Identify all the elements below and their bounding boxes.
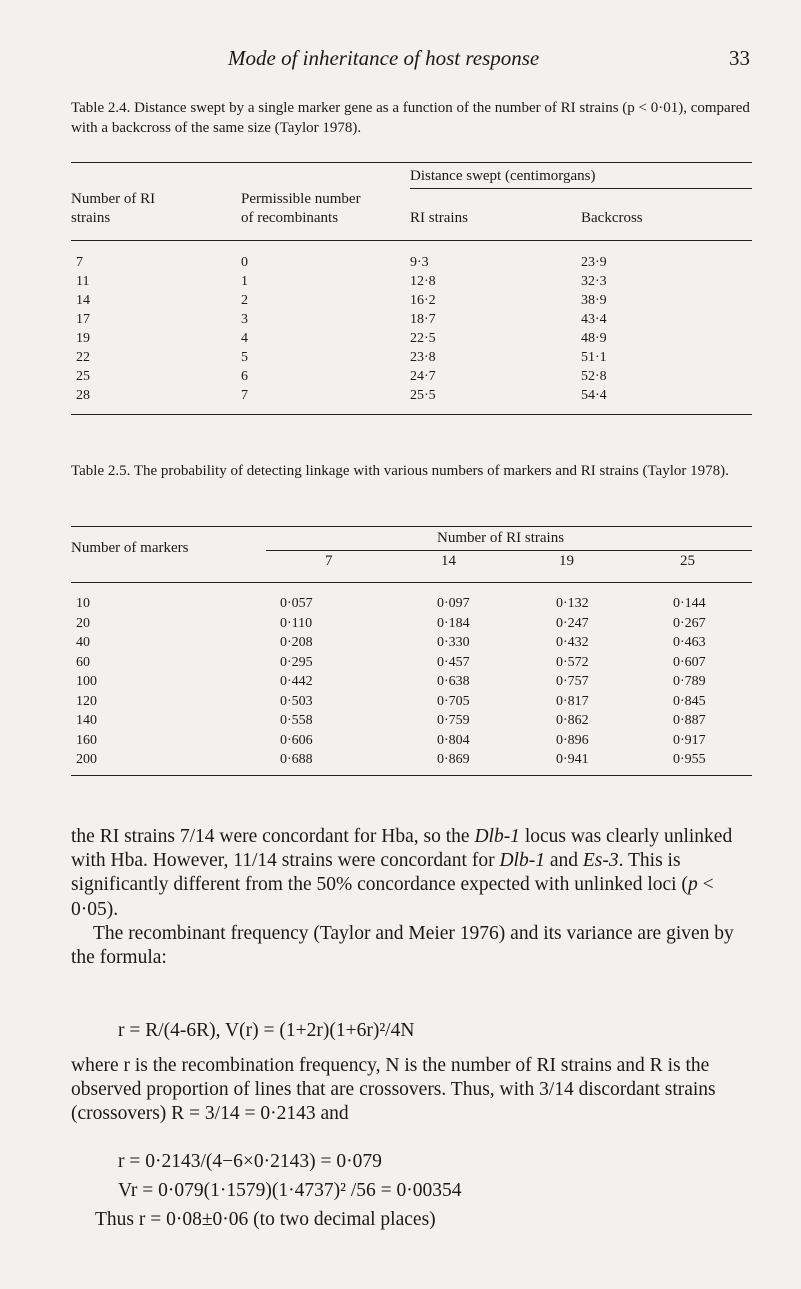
table-2-4-cell: 7 bbox=[241, 388, 248, 403]
table-2-5-cell: 0·955 bbox=[673, 752, 706, 767]
formula-variance: Vr = 0·079(1·1579)(1·4737)² /56 = 0·00354 bbox=[118, 1180, 462, 1201]
table-2-4-cell: 3 bbox=[241, 312, 248, 327]
table-2-4-cell: 22 bbox=[76, 350, 90, 365]
table-2-5-cell: 0·330 bbox=[437, 635, 470, 650]
table-2-4-header-rule bbox=[71, 240, 752, 241]
table-2-5-cell: 0·184 bbox=[437, 615, 470, 631]
table-2-4-cell: 23·9 bbox=[581, 255, 607, 270]
table-2-5-cell: 0·606 bbox=[280, 732, 313, 748]
table-2-5-cell: 20 bbox=[76, 615, 90, 631]
table-2-5-cell: 0·941 bbox=[556, 752, 589, 767]
table-2-5-cell: 0·208 bbox=[280, 635, 313, 650]
table-2-4-caption: Table 2.4. Distance swept by a single marker gene as a function of the number of RI strains (p < 0·01), compared with a backcross of the same size (Taylor 1978). bbox=[71, 100, 750, 136]
table-2-5-cell: 40 bbox=[76, 635, 90, 650]
table-2-5-cell: 0·804 bbox=[437, 732, 470, 748]
table-2-4-cell: 5 bbox=[241, 350, 248, 365]
table-2-5-cell: 0·132 bbox=[556, 596, 589, 611]
table-2-5-cell: 0·463 bbox=[673, 635, 706, 650]
table-2-5-cell: 0·572 bbox=[556, 654, 589, 670]
table-2-5-cell: 0·247 bbox=[556, 615, 589, 631]
table-2-5-cell: 0·789 bbox=[673, 674, 706, 689]
table-2-4-cell: 4 bbox=[241, 331, 248, 346]
table-2-5-cell: 0·759 bbox=[437, 713, 470, 728]
table-2-5-group-rule bbox=[266, 550, 752, 551]
table-2-5-cell: 0·442 bbox=[280, 674, 313, 689]
table-2-5-cell: 140 bbox=[76, 713, 97, 728]
table-2-4-cell: 32·3 bbox=[581, 274, 607, 289]
table-2-5-header-rule bbox=[71, 582, 752, 583]
table-2-4-bottom-rule bbox=[71, 414, 752, 415]
table-2-4-cell: 17 bbox=[76, 312, 90, 327]
table-2-4-col1-header-line2: strains bbox=[71, 210, 111, 226]
table-2-5-cell: 0·057 bbox=[280, 596, 313, 611]
formula-r-value: r = 0·2143/(4−6×0·2143) = 0·079 bbox=[118, 1151, 382, 1172]
table-2-4-col4-header: Backcross bbox=[581, 210, 643, 226]
formula-recombinant-frequency: r = R/(4-6R), V(r) = (1+2r)(1+6r)²/4N bbox=[118, 1020, 415, 1041]
table-2-5-col-14: 14 bbox=[441, 553, 456, 569]
table-2-5-cell: 0·295 bbox=[280, 654, 313, 670]
table-2-4-cell: 48·9 bbox=[581, 331, 607, 346]
table-2-4-group-header: Distance swept (centimorgans) bbox=[410, 168, 596, 184]
table-2-4-cell: 28 bbox=[76, 388, 90, 403]
table-2-4-cell: 54·4 bbox=[581, 388, 607, 403]
table-2-5-cell: 100 bbox=[76, 674, 97, 689]
table-2-4-cell: 0 bbox=[241, 255, 248, 270]
table-2-4-cell: 38·9 bbox=[581, 293, 607, 308]
table-2-4-cell: 23·8 bbox=[410, 350, 436, 365]
body-paragraph-3: where r is the recombination frequency, N is the number of RI strains and R is the observed proportion of lines that are crossovers. Thus, with 3/14 discordant strains (crossovers) R = 3/14 = 0·2143 and bbox=[71, 1055, 716, 1125]
table-2-4-cell: 43·4 bbox=[581, 312, 607, 327]
table-2-4-col3-header: RI strains bbox=[410, 210, 468, 226]
table-2-5-cell: 0·110 bbox=[280, 615, 313, 631]
table-2-4-cell: 2 bbox=[241, 293, 248, 308]
table-2-5-cell: 0·896 bbox=[556, 732, 589, 748]
table-2-5-cell: 0·757 bbox=[556, 674, 589, 689]
table-2-4-cell: 12·8 bbox=[410, 274, 436, 289]
table-2-4-cell: 25 bbox=[76, 369, 90, 384]
table-2-5-cell: 0·917 bbox=[673, 732, 706, 748]
table-2-5-cell: 200 bbox=[76, 752, 97, 767]
table-2-4-col2-header-line2: of recombinants bbox=[241, 210, 339, 226]
table-2-5-caption: Table 2.5. The probability of detecting linkage with various numbers of markers and RI strains (Taylor 1978). bbox=[71, 463, 729, 479]
table-2-5-cell: 0·097 bbox=[437, 596, 470, 611]
table-2-4-cell: 52·8 bbox=[581, 369, 607, 384]
table-2-5-col-19: 19 bbox=[559, 553, 574, 569]
table-2-5-col-7: 7 bbox=[325, 553, 333, 569]
table-2-5-cell: 0·144 bbox=[673, 596, 706, 611]
table-2-5-bottom-rule bbox=[71, 775, 752, 776]
running-header-title: Mode of inheritance of host response bbox=[228, 46, 540, 70]
table-2-4-group-rule bbox=[410, 188, 752, 189]
table-2-5-row-header: Number of markers bbox=[71, 540, 189, 556]
table-2-4-cell: 18·7 bbox=[410, 312, 436, 327]
table-2-4-cell: 19 bbox=[76, 331, 90, 346]
table-2-5-cell: 0·607 bbox=[673, 654, 706, 670]
table-2-5-cell: 0·869 bbox=[437, 752, 470, 767]
page-number: 33 bbox=[729, 46, 750, 70]
body-paragraph-1: the RI strains 7/14 were concordant for Hba, so the Dlb-1 locus was clearly unlinked with Hba. However, 11/14 strains were concordant for Dlb-1 and Es-3. This is significantly different from the 50% concordance expected with unlinked loci (p < 0·05). The recombinant frequency (Taylor and Meier 1976) and its variance are given by the formula: bbox=[71, 825, 756, 970]
table-2-5-cell: 0·862 bbox=[556, 713, 589, 728]
table-2-5-cell: 60 bbox=[76, 654, 90, 670]
table-2-4-cell: 51·1 bbox=[581, 350, 607, 365]
table-2-5-group-header: Number of RI strains bbox=[437, 530, 565, 546]
table-2-4-col2-header-line1: Permissible number bbox=[241, 191, 361, 207]
table-2-4-cell: 1 bbox=[241, 274, 248, 289]
table-2-5-cell: 0·503 bbox=[280, 693, 313, 709]
table-2-4-cell: 22·5 bbox=[410, 331, 436, 346]
table-2-4-cell: 6 bbox=[241, 369, 248, 384]
table-2-5-cell: 0·432 bbox=[556, 635, 589, 650]
table-2-4-cell: 14 bbox=[76, 293, 90, 308]
table-2-5-cell: 160 bbox=[76, 732, 97, 748]
table-2-5-cell: 0·887 bbox=[673, 713, 706, 728]
table-2-5-cell: 0·457 bbox=[437, 654, 470, 670]
table-2-4-col1-header-line1: Number of RI bbox=[71, 191, 156, 207]
table-2-4-cell: 7 bbox=[76, 255, 83, 270]
formula-result: Thus r = 0·08±0·06 (to two decimal places) bbox=[95, 1209, 436, 1230]
table-2-5-cell: 0·558 bbox=[280, 713, 313, 728]
table-2-5-cell: 0·267 bbox=[673, 615, 706, 631]
table-2-4-cell: 11 bbox=[76, 274, 90, 289]
table-2-4-cell: 25·5 bbox=[410, 388, 436, 403]
table-2-5-cell: 0·845 bbox=[673, 693, 706, 709]
table-2-5-cell: 0·688 bbox=[280, 752, 313, 767]
table-2-5-cell: 120 bbox=[76, 693, 97, 709]
table-2-4-top-rule bbox=[71, 162, 752, 163]
table-2-5-cell: 10 bbox=[76, 596, 90, 611]
table-2-5-cell: 0·638 bbox=[437, 674, 470, 689]
table-2-5-cell: 0·705 bbox=[437, 693, 470, 709]
body-paragraph-2: The recombinant frequency (Taylor and Meier 1976) and its variance are given by the formula: bbox=[71, 922, 734, 969]
table-2-4-cell: 9·3 bbox=[410, 255, 429, 270]
table-2-4-cell: 24·7 bbox=[410, 369, 436, 384]
table-2-5-top-rule bbox=[71, 526, 752, 527]
table-2-5-col-25: 25 bbox=[680, 553, 695, 569]
table-2-5-cell: 0·817 bbox=[556, 693, 589, 709]
table-2-4-cell: 16·2 bbox=[410, 293, 436, 308]
